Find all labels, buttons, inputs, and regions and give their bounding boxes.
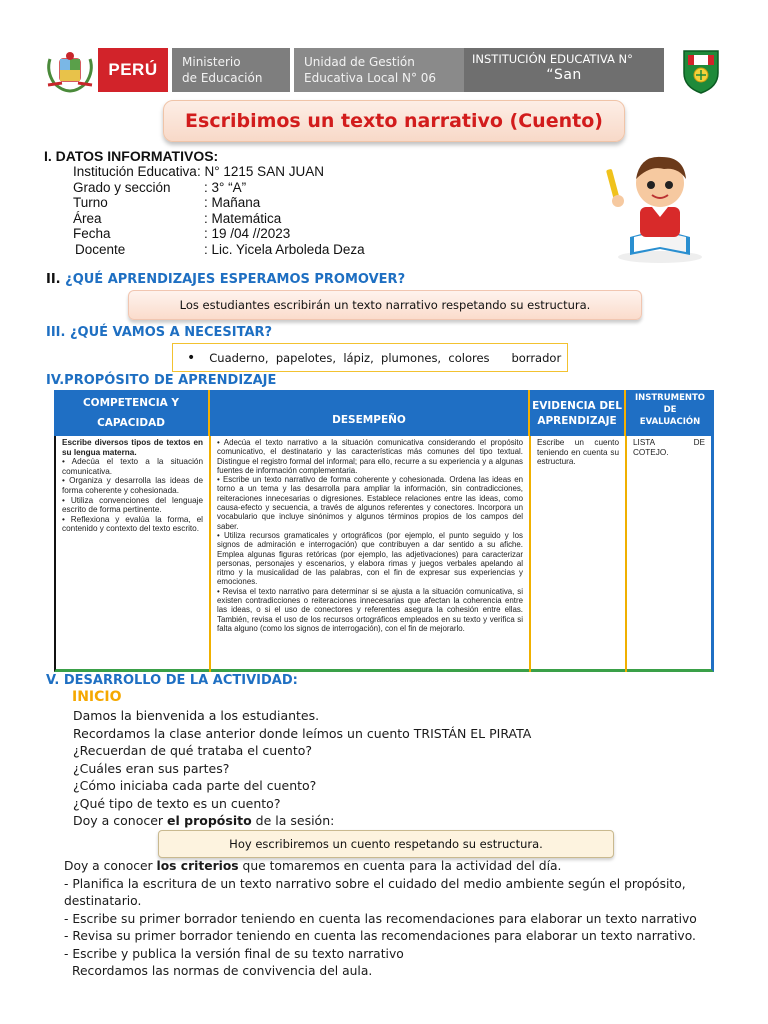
session-purpose-text: Hoy escribiremos un cuento respetando su estructura.	[229, 837, 543, 851]
section-3-heading: III. ¿QUÉ VAMOS A NECESITAR?	[46, 325, 273, 340]
header-line: APRENDIZAJE	[537, 415, 617, 427]
ugel-line-1: Unidad de Gestión	[304, 55, 415, 69]
ministry-block	[172, 48, 290, 92]
inicio-label: INICIO	[72, 689, 122, 705]
competencia-cell	[56, 436, 209, 536]
learning-goal-text: Los estudiantes escribirán un texto narrativo respetando su estructura.	[179, 298, 591, 312]
criteria-bold: los criterios	[156, 859, 239, 873]
info-value: : 19 /04 //2023	[204, 226, 291, 241]
institution-label: INSTITUCIÓN EDUCATIVA N°	[472, 52, 633, 66]
capacidades-list: • Adecúa el texto a la situación comunicativa. • Organiza y desarrolla las ideas de forma coherente y cohesionada. • Utiliza convenciones del lenguaje escrito de forma pertinente. • Reflexiona y evalúa la forma, el contenido y contexto del texto escrito.	[62, 457, 203, 534]
column-divider	[529, 436, 531, 672]
info-value: : Lic. Yicela Arboleda Deza	[204, 242, 365, 257]
criteria-block	[64, 858, 744, 981]
institution-block	[464, 48, 664, 92]
step-line: ¿Cuáles eran sus partes?	[73, 760, 230, 776]
session-purpose-box	[158, 830, 614, 858]
desempeno-cell: • Adecúa el texto narrativo a la situación comunicativa considerando el propósito comunicativo, el destinatario y las características más comunes del tipo textual. Distingue el registro formal del informal; para ello, recurre a su experiencia y a algunas fuentes de información complementaria. • Escribe un texto narrativo de forma coherente y cohesionada. Ordena las ideas en torno a un tema y las desarrolla para ampliar la información, sin contradicciones, reiteraciones innecesarias o digresiones. Establece relaciones entre las ideas, como causa-efecto y secuencia, a través de algunos referentes y conectores. Incorpora un vocabulario que incluye sinónimos y algunos términos propios de los campos del saber. • Utiliza recursos gramaticales y ortográficos (por ejemplo, el punto seguido y los signos de admiración e interrogación) que contribuyen a dar sentido a su afiche. Emplea algunas figuras retóricas (por ejemplo, las adjetivaciones) para caracterizar personas, personajes y escenarios, y elabora rimas y juegos verbales apelando al ritmo y la musicalidad de las palabras, con el fin de expresar sus experiencias y emociones. • Revisa el texto narrativo para determinar si se ajusta a la situación comunicativa, si existen contradicciones o reiteraciones innecesarias que afectan la coherencia entre las ideas, o si el uso de conectores y referentes asegura la cohesión entre ellas. También, revisa el uso de los recursos ortográficos empleados en su texto y verifica si falta alguno (como los signos de interrogación), con el fin de mejorarlo.	[217, 438, 523, 633]
ugel-block	[294, 48, 464, 92]
page-title-box	[163, 100, 625, 142]
criteria-item: destinatario.	[64, 894, 142, 908]
school-shield-icon	[676, 45, 726, 95]
info-value: : Matemática	[204, 211, 282, 226]
info-value: : Mañana	[204, 195, 261, 210]
competencia-title: Escribe diversos tipos de textos en su lengua materna.	[62, 438, 203, 457]
criteria-intro-line	[64, 858, 744, 876]
national-seal-icon	[44, 49, 96, 93]
student-reading-illustration	[600, 145, 720, 265]
evidencia-cell: Escribe un cuento teniendo en cuenta su estructura.	[537, 438, 619, 467]
criteria-item: - Planifica la escritura de un texto narrativo sobre el cuidado del medio ambiente según el propósito,	[64, 876, 686, 891]
info-value: : N° 1215 SAN JUAN	[197, 164, 324, 179]
ministry-line-1: Ministerio	[182, 55, 241, 69]
purpose-line	[73, 812, 693, 830]
purpose-end: de la sesión:	[251, 813, 335, 828]
header-line: COMPETENCIA Y	[82, 397, 180, 409]
table-header-instrumento	[626, 390, 714, 436]
info-value: : 3° “A”	[204, 180, 247, 195]
learning-purpose-table	[54, 390, 714, 672]
step-line: ¿Cómo iniciaba cada parte del cuento?	[73, 778, 317, 793]
materials-list: Cuaderno, papelotes, lápiz, plumones, colores borrador	[209, 350, 562, 365]
info-label: Turno	[73, 195, 108, 210]
info-label: Docente	[75, 242, 126, 257]
ugel-line-2: Educativa Local N° 06	[304, 71, 437, 85]
header-line: EVIDENCIA DEL	[532, 400, 622, 412]
info-label: Grado y sección	[73, 180, 171, 195]
step-line: ¿Recuerdan de qué trataba el cuento?	[73, 743, 313, 758]
header-line: INSTRUMENTO	[634, 393, 706, 403]
criteria-intro: Doy a conocer	[64, 859, 157, 873]
purpose-bold: el propósito	[167, 813, 252, 828]
criteria-item: - Revisa su primer borrador teniendo en cuenta las recomendaciones para elaborar un texto narrativo.	[64, 929, 696, 943]
header-line: EVALUACIÓN	[639, 417, 701, 427]
column-divider	[625, 436, 627, 672]
section-4-heading: IV.PROPÓSITO DE APRENDIZAJE	[46, 373, 277, 388]
purpose-intro: Doy a conocer	[73, 813, 168, 828]
materials-box	[172, 343, 568, 372]
section-2-number: II.	[46, 272, 61, 287]
table-header-competencia	[54, 390, 210, 436]
step-line: ¿Qué tipo de texto es un cuento?	[73, 795, 281, 811]
header-line: CAPACIDAD	[97, 417, 165, 429]
instrumento-cell: LISTA DE COTEJO.	[633, 438, 705, 457]
inicio-steps	[73, 707, 693, 830]
bullet-icon: •	[187, 349, 196, 366]
info-label: Fecha	[73, 226, 111, 241]
step-line: Recordamos la clase anterior donde leímos un cuento TRISTÁN EL PIRATA	[73, 725, 532, 741]
info-table	[73, 164, 593, 264]
section-2-heading	[46, 272, 405, 287]
section-1-heading: I. DATOS INFORMATIVOS:	[44, 148, 219, 164]
institution-name: “San	[546, 67, 582, 83]
peru-logo: PERÚ	[98, 48, 168, 92]
criteria-item: - Escribe y publica la versión final de su texto narrativo	[64, 946, 404, 961]
criteria-item: - Escribe su primer borrador teniendo en cuenta las recomendaciones para elaborar un texto narrativo	[64, 911, 697, 926]
table-header-evidencia	[530, 390, 626, 436]
table-header-desempeno: DESEMPEÑO	[210, 390, 530, 436]
info-label: Área	[73, 211, 102, 226]
ministry-line-2: de Educación	[182, 71, 263, 85]
step-line: Damos la bienvenida a los estudiantes.	[73, 708, 320, 723]
section-2-title: ¿QUÉ APRENDIZAJES ESPERAMOS PROMOVER?	[65, 272, 406, 287]
learning-goal-box	[128, 290, 642, 320]
info-label: Institución Educativa	[73, 164, 197, 179]
header-line: DE	[663, 405, 677, 415]
closing-line: Recordamos las normas de convivencia del aula.	[72, 964, 373, 978]
criteria-end: que tomaremos en cuenta para la actividad del día.	[238, 859, 562, 873]
header-banner	[40, 45, 730, 95]
section-5-heading: V. DESARROLLO DE LA ACTIVIDAD:	[46, 673, 298, 688]
page-title: Escribimos un texto narrativo (Cuento)	[185, 110, 603, 132]
